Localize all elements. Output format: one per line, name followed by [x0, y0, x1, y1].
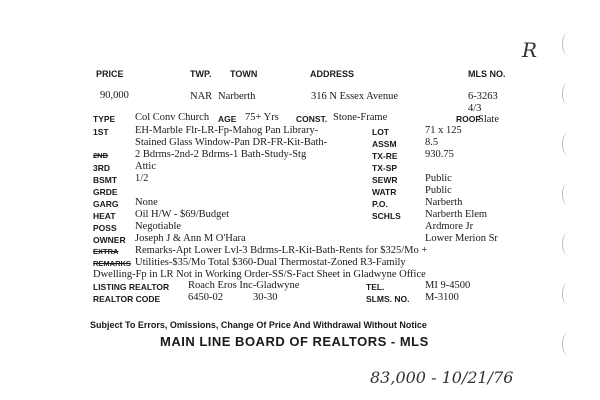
punch-hole-decoration: [562, 333, 573, 355]
sewr-value: Public: [425, 173, 452, 184]
header-twp: TWP.: [190, 69, 212, 79]
realtor-code-value-1: 6450-02: [188, 292, 223, 303]
second-floor-value: 2 Bdrms-2nd-2 Bdrms-1 Bath-Study-Stg: [135, 149, 307, 160]
label-realtor-code: REALTOR CODE: [93, 294, 161, 304]
punch-hole-decoration: [562, 83, 573, 105]
third-floor-value: Attic: [135, 161, 156, 172]
extra-value: Remarks-Apt Lower Lvl-3 Bdrms-LR-Kit-Bath-Rents for $325/Mo +: [135, 245, 428, 256]
label-tx-sp: TX-SP: [372, 163, 398, 173]
age-value: 75+ Yrs: [245, 112, 279, 123]
price-value: 90,000: [100, 90, 129, 101]
header-town: TOWN: [230, 69, 258, 79]
label-const: CONST.: [296, 114, 328, 124]
assm-value: 8.5: [425, 137, 439, 148]
disclaimer-text: Subject To Errors, Omissions, Change Of Price And Withdrawal Without Notice: [90, 320, 427, 330]
label-garg: GARG: [93, 199, 119, 209]
label-heat: HEAT: [93, 211, 116, 221]
handwritten-sold-note: 83,000 - 10/21/76: [370, 368, 514, 387]
schls-value-3: Lower Merion Sr: [425, 233, 498, 244]
remarks-value-1: Utilities-$35/Mo Total $360-Dual Thermostat-Zoned R3-Family: [135, 257, 406, 268]
garg-value: None: [135, 197, 158, 208]
header-mls-no: MLS NO.: [468, 69, 506, 79]
owner-value: Joseph J & Ann M O'Hara: [135, 233, 246, 244]
label-schls: SCHLS: [372, 211, 401, 221]
tx-re-value: 930.75: [425, 149, 454, 160]
address-value: 316 N Essex Avenue: [311, 91, 398, 102]
label-bsmt: BSMT: [93, 175, 118, 185]
label-slms-no: SLMS. NO.: [366, 294, 410, 304]
label-roof: ROOF: [456, 114, 481, 124]
first-floor-value-2: Stained Glass Window-Pan DR-FR-Kit-Bath-: [135, 137, 328, 148]
label-grde: GRDE: [93, 187, 118, 197]
town-value: Narberth: [218, 91, 256, 102]
watr-value: Public: [425, 185, 452, 196]
punch-hole-decoration: [562, 283, 573, 305]
poss-value: Negotiable: [135, 221, 182, 232]
label-assm: ASSM: [372, 139, 397, 149]
label-watr: WATR: [372, 187, 397, 197]
twp-value: NAR: [190, 91, 213, 102]
header-address: ADDRESS: [310, 69, 355, 79]
label-extra: EXTRA: [93, 247, 119, 256]
tel-value: MI 9-4500: [425, 280, 471, 291]
label-first-floor: 1ST: [93, 127, 109, 137]
label-sewr: SEWR: [372, 175, 398, 185]
realtor-code-value-2: 30-30: [253, 292, 278, 303]
handwritten-corner-mark: R: [522, 38, 538, 62]
label-po: P.O.: [372, 199, 388, 209]
label-tel: TEL.: [366, 282, 385, 292]
label-listing-realtor: LISTING REALTOR: [93, 282, 170, 292]
first-floor-value-1: EH-Marble Flr-LR-Fp-Mahog Pan Library-: [135, 125, 319, 136]
label-tx-re: TX-RE: [372, 151, 398, 161]
board-title: MAIN LINE BOARD OF REALTORS - MLS: [160, 334, 429, 349]
punch-hole-decoration: [562, 233, 573, 255]
po-value: Narberth: [425, 197, 463, 208]
slms-no-value: M-3100: [425, 292, 459, 303]
label-third-floor: 3RD: [93, 163, 111, 173]
const-value: Stone-Frame: [333, 112, 388, 123]
punch-hole-decoration: [562, 133, 573, 155]
roof-value: Slate: [478, 114, 499, 125]
label-poss: POSS: [93, 223, 117, 233]
header-price: PRICE: [96, 69, 124, 79]
lot-value: 71 x 125: [425, 125, 462, 136]
heat-value: Oil H/W - $69/Budget: [135, 209, 230, 220]
mls-sub-value: 4/3: [468, 103, 482, 114]
remarks-value-2: Dwelling-Fp in LR Not in Working Order-SS/S-Fact Sheet in Gladwyne Office: [93, 269, 426, 280]
schls-value-1: Narberth Elem: [425, 209, 488, 220]
label-owner: OWNER: [93, 235, 126, 245]
label-type: TYPE: [93, 114, 116, 124]
label-age: AGE: [218, 114, 237, 124]
punch-hole-decoration: [562, 183, 573, 205]
label-lot: LOT: [372, 127, 389, 137]
type-value: Col Conv Church: [135, 112, 210, 123]
schls-value-2: Ardmore Jr: [425, 221, 474, 232]
listing-realtor-value: Roach Eros Inc-Gladwyne: [188, 280, 300, 291]
label-remarks: REMARKS: [93, 259, 131, 268]
bsmt-value: 1/2: [135, 173, 149, 184]
mls-no-value: 6-3263: [468, 91, 498, 102]
label-second-floor: 2ND: [93, 151, 109, 160]
punch-hole-decoration: [562, 33, 573, 55]
